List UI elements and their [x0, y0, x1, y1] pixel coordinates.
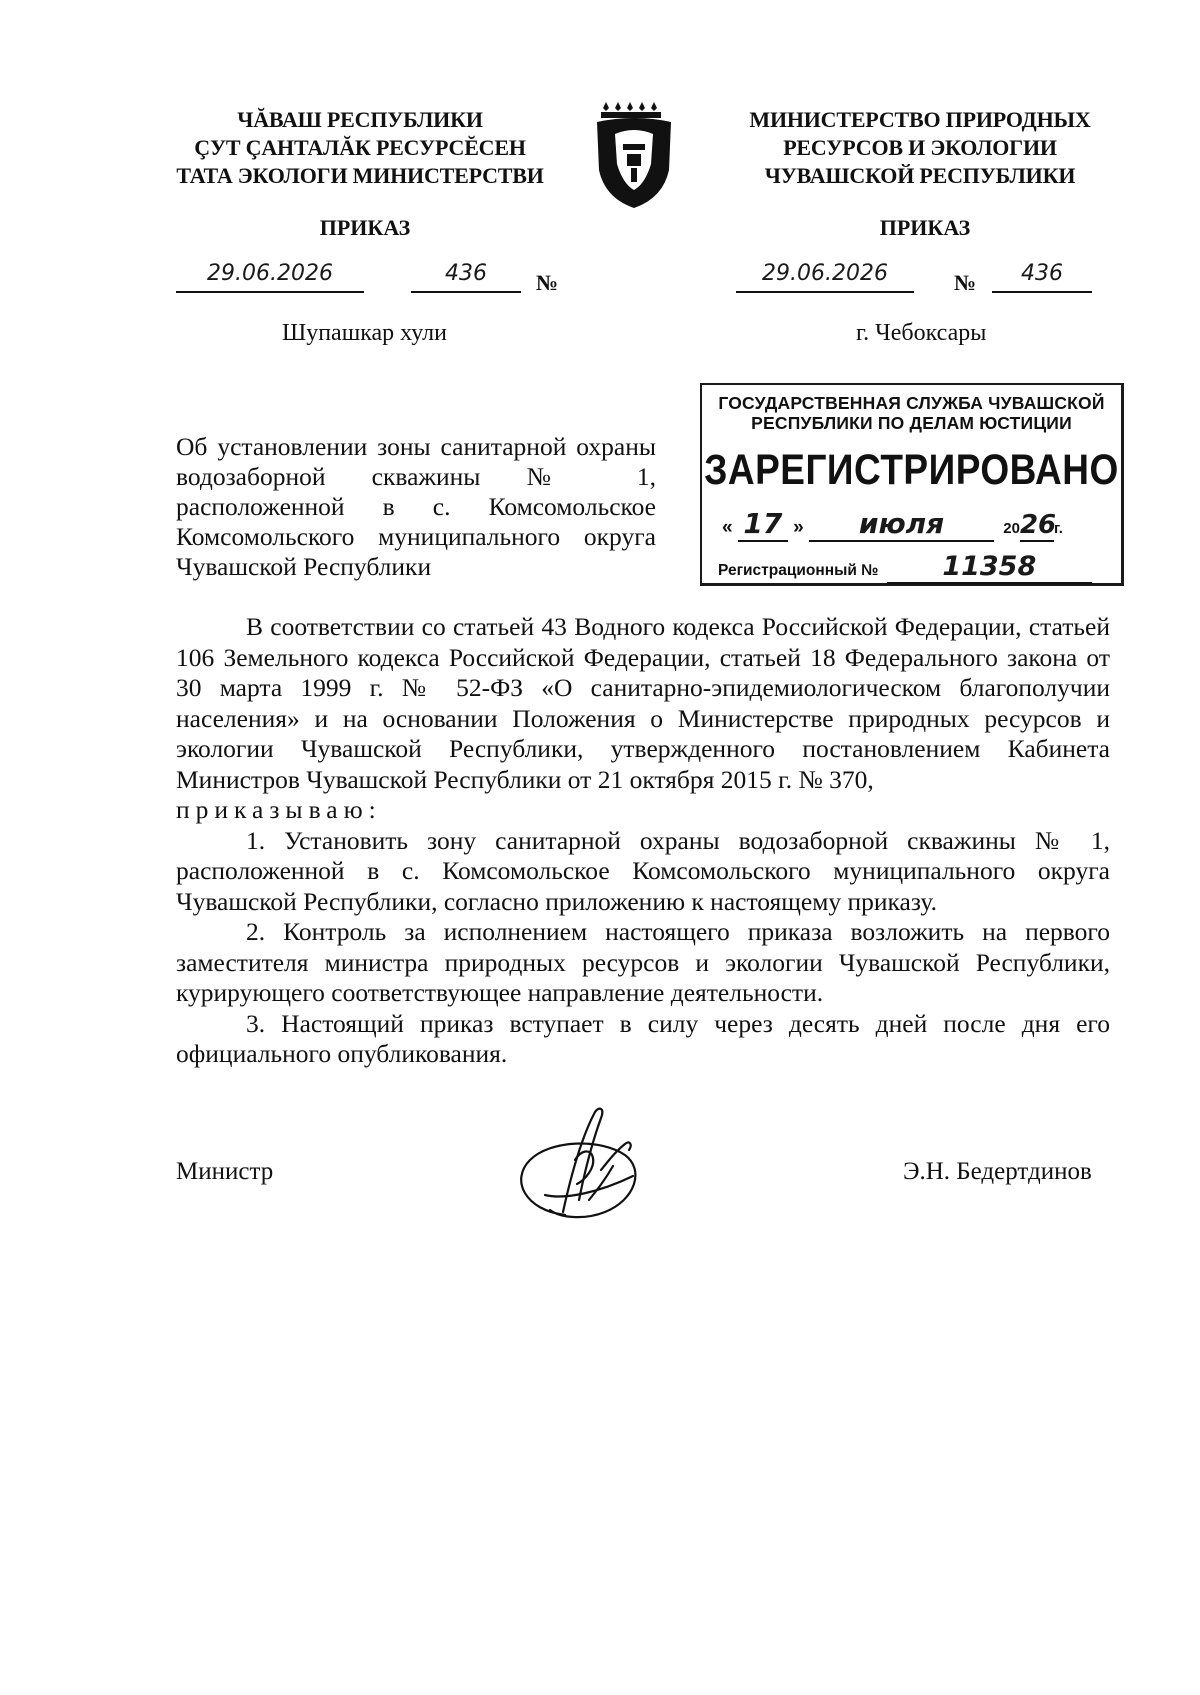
header-left-line-1: ЧĂВАШ РЕСПУБЛИКИ — [237, 107, 483, 132]
stamp-year-handwritten: 26 — [1019, 510, 1057, 540]
document-body — [176, 612, 1110, 1070]
left-number-field — [411, 261, 521, 293]
order-label-right: ПРИКАЗ — [879, 215, 971, 240]
header-right-line-2: РЕСУРСОВ И ЭКОЛОГИИ — [783, 135, 1057, 160]
right-number-field — [992, 261, 1092, 293]
document-title: Об установлении зоны санитарной охраны водозаборной скважины № 1, расположенной в с. Комсомольское Комсомольского муниципального округа Чувашской Республики — [176, 432, 656, 581]
right-number-sign: № — [954, 270, 977, 295]
stamp-month-handwritten: июля — [809, 507, 994, 542]
header-right — [710, 106, 1130, 190]
body-item-3: 3. Настоящий приказ вступает в силу через десять дней после дня его официального опубликования. — [176, 1008, 1110, 1068]
signature-position: Министр — [176, 1158, 274, 1185]
registration-stamp — [700, 383, 1124, 586]
stamp-quote-close: » — [793, 517, 804, 538]
stamp-quote-open: « — [722, 517, 733, 538]
city-right: г. Чебоксары — [856, 320, 987, 346]
header-right-line-1: МИНИСТЕРСТВО ПРИРОДНЫХ — [749, 107, 1091, 132]
left-date-handwritten: 29.06.2026 — [207, 261, 333, 286]
left-date-field — [176, 261, 364, 293]
header-left-line-3: ТАТА ЭКОЛОГИ МИНИСТЕРСТВИ — [176, 163, 544, 188]
right-number-handwritten: 436 — [1021, 261, 1063, 286]
right-date-handwritten: 29.06.2026 — [762, 261, 888, 286]
left-number-handwritten: 436 — [445, 261, 487, 286]
stamp-authority-line-2: РЕСПУБЛИКИ ПО ДЕЛАМ ЮСТИЦИИ — [751, 413, 1072, 433]
stamp-year-suffix: г. — [1053, 520, 1063, 537]
coat-of-arms-emblem — [593, 100, 675, 212]
stamp-authority-line-1: ГОСУДАРСТВЕННАЯ СЛУЖБА ЧУВАШСКОЙ — [718, 393, 1105, 413]
stamp-date-row — [722, 507, 1111, 542]
body-item-1: 1. Установить зону санитарной охраны водозаборной скважины № 1, расположенной в с. Комсомольское Комсомольского муниципального округа Чувашской Республики, согласно приложению к настоящему приказу. — [176, 825, 1110, 916]
stamp-day-handwritten: 17 — [738, 507, 788, 542]
stamp-reg-row — [718, 551, 1092, 584]
body-item-2: 2. Контроль за исполнением настоящего приказа возложить на первого заместителя министра природных ресурсов и экологии Чувашской Республики, курирующего соответствующее направление деятельности. — [176, 917, 1110, 1007]
stamp-reg-number-handwritten: 11358 — [887, 551, 1092, 584]
header-left-line-2: ÇУТ ÇАНТАЛĂК РЕСУРСĔСЕН — [194, 135, 526, 160]
handwritten-signature — [505, 1100, 655, 1230]
stamp-authority — [702, 393, 1121, 433]
signature-name: Э.Н. Бедертдинов — [903, 1158, 1092, 1185]
order-label-left: ПРИКАЗ — [319, 215, 411, 240]
left-number-sign: № — [536, 270, 559, 295]
city-left: Шупашкар хули — [282, 320, 447, 346]
right-date-field — [736, 261, 914, 293]
stamp-reg-label: Регистрационный № — [718, 562, 879, 579]
stamp-year-prefix: 20 — [1003, 520, 1020, 537]
header-left — [160, 106, 560, 190]
stamp-status: ЗАРЕГИСТРИРОВАНО — [704, 445, 1119, 493]
body-preamble: В соответствии со статьей 43 Водного кодекса Российской Федерации, статьей 106 Земельного кодекса Российской Федерации, статьей 18 Федерального закона от 30 марта 1999 г. № 52-ФЗ «О санитарно-эпидемиологическом благополучии населения» и на основании Положения о Министерстве природных ресурсов и экологии Чувашской Республики, утвержденного постановлением Кабинета Министров Чувашской Республики от 21 октября 2015 г. № 370, — [176, 612, 1110, 794]
body-order-verb: приказываю: — [176, 795, 382, 824]
header-right-line-3: ЧУВАШСКОЙ РЕСПУБЛИКИ — [764, 163, 1076, 188]
